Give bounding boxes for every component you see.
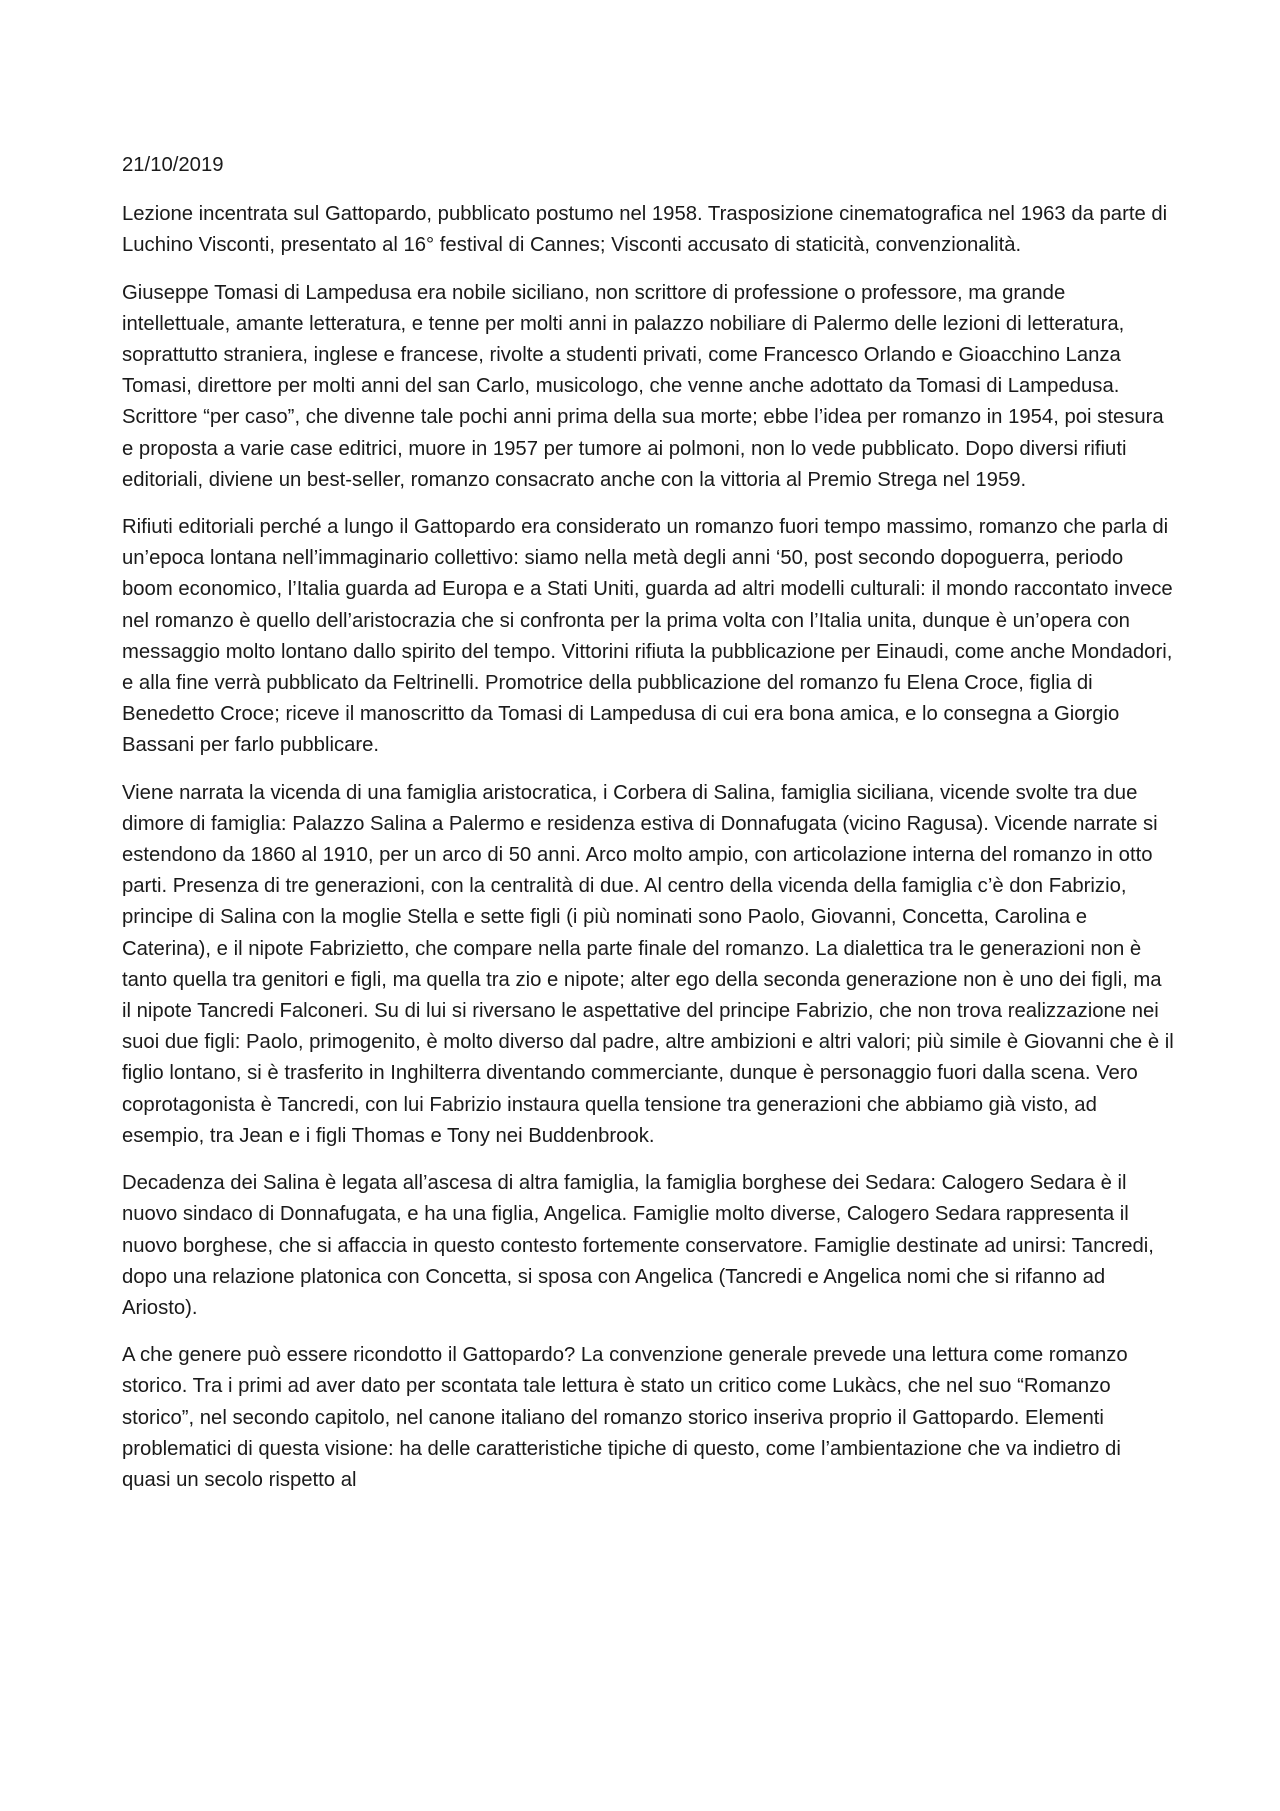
paragraph-1: Lezione incentrata sul Gattopardo, pubblicato postumo nel 1958. Trasposizione cinematografica nel 1963 da parte di Luchino Visconti, presentato al 16° festival di Cannes; Visconti accusato di staticità, convenzionalità. [122, 203, 1168, 257]
document-body [122, 150, 1174, 1512]
paragraph-6: A che genere può essere ricondotto il Gattopardo? La convenzione generale prevede una lettura come romanzo storico. Tra i primi ad aver dato per scontata tale lettura è stato un critico come Lukàcs, che nel suo “Romanzo storico”, nel secondo capitolo, nel canone italiano del romanzo storico inseriva proprio il Gattopardo. Elementi problematici di questa visione: ha delle caratteristiche tipiche di questo, come l’ambientazione che va indietro di quasi un secolo rispetto al [122, 1344, 1128, 1491]
paragraph-4: Viene narrata la vicenda di una famiglia aristocratica, i Corbera di Salina, famiglia siciliana, vicende svolte tra due dimore di famiglia: Palazzo Salina a Palermo e residenza estiva di Donnafugata (vicino Ragusa). Vicende narrate si estendono da 1860 al 1910, per un arco di 50 anni. Arco molto ampio, con articolazione interna del romanzo in otto parti. Presenza di tre generazioni, con la centralità di due. Al centro della vicenda della famiglia c’è don Fabrizio, principe di Salina con la moglie Stella e sette figli (i più nominati sono Paolo, Giovanni, Concetta, Carolina e Caterina), e il nipote Fabrizietto, che compare nella parte finale del romanzo. La dialettica tra le generazioni non è tanto quella tra genitori e figli, ma quella tra zio e nipote; alter ego della seconda generazione non è uno dei figli, ma il nipote Tancredi Falconeri. Su di lui si riversano le aspettative del principe Fabrizio, che non trova realizzazione nei suoi due figli: Paolo, primogenito, è molto diverso dal padre, altre ambizioni e altri valori; più simile è Giovanni che è il figlio lontano, si è trasferito in Inghilterra diventando commerciante, dunque è personaggio fuori dalla scena. Vero coprotagonista è Tancredi, con lui Fabrizio instaura quella tensione tra generazioni che abbiamo già visto, ad esempio, tra Jean e i figli Thomas e Tony nei Buddenbrook. [122, 781, 1174, 1147]
document-date: 21/10/2019 [122, 154, 224, 176]
paragraph-3: Rifiuti editoriali perché a lungo il Gattopardo era considerato un romanzo fuori tempo massimo, romanzo che parla di un’epoca lontana nell’immaginario collettivo: siamo nella metà degli anni ‘50, post secondo dopoguerra, periodo boom economico, l’Italia guarda ad Europa e a Stati Uniti, guarda ad altri modelli culturali: il mondo raccontato invece nel romanzo è quello dell’aristocrazia che si confronta per la prima volta con l’Italia unita, dunque è un’opera con messaggio molto lontano dallo spirito del tempo. Vittorini rifiuta la pubblicazione per Einaudi, come anche Mondadori, e alla fine verrà pubblicato da Feltrinelli. Promotrice della pubblicazione del romanzo fu Elena Croce, figlia di Benedetto Croce; riceve il manoscritto da Tomasi di Lampedusa di cui era bona amica, e lo consegna a Giorgio Bassani per farlo pubblicare. [122, 516, 1173, 757]
paragraph-5: Decadenza dei Salina è legata all’ascesa di altra famiglia, la famiglia borghese dei Sedara: Calogero Sedara è il nuovo sindaco di Donnafugata, e ha una figlia, Angelica. Famiglie molto diverse, Calogero Sedara rappresenta il nuovo borghese, che si affaccia in questo contesto fortemente conservatore. Famiglie destinate ad unirsi: Tancredi, dopo una relazione platonica con Concetta, si sposa con Angelica (Tancredi e Angelica nomi che si rifanno ad Ariosto). [122, 1172, 1154, 1319]
paragraph-2: Giuseppe Tomasi di Lampedusa era nobile siciliano, non scrittore di professione o professore, ma grande intellettuale, amante letteratura, e tenne per molti anni in palazzo nobiliare di Palermo delle lezioni di letteratura, soprattutto straniera, inglese e francese, rivolte a studenti privati, come Francesco Orlando e Gioacchino Lanza Tomasi, direttore per molti anni del san Carlo, musicologo, che venne anche adottato da Tomasi di Lampedusa. Scrittore “per caso”, che divenne tale pochi anni prima della sua morte; ebbe l’idea per romanzo in 1954, poi stesura e proposta a varie case editrici, muore in 1957 per tumore ai polmoni, non lo vede pubblicato. Dopo diversi rifiuti editoriali, diviene un best-seller, romanzo consacrato anche con la vittoria al Premio Strega nel 1959. [122, 281, 1164, 491]
